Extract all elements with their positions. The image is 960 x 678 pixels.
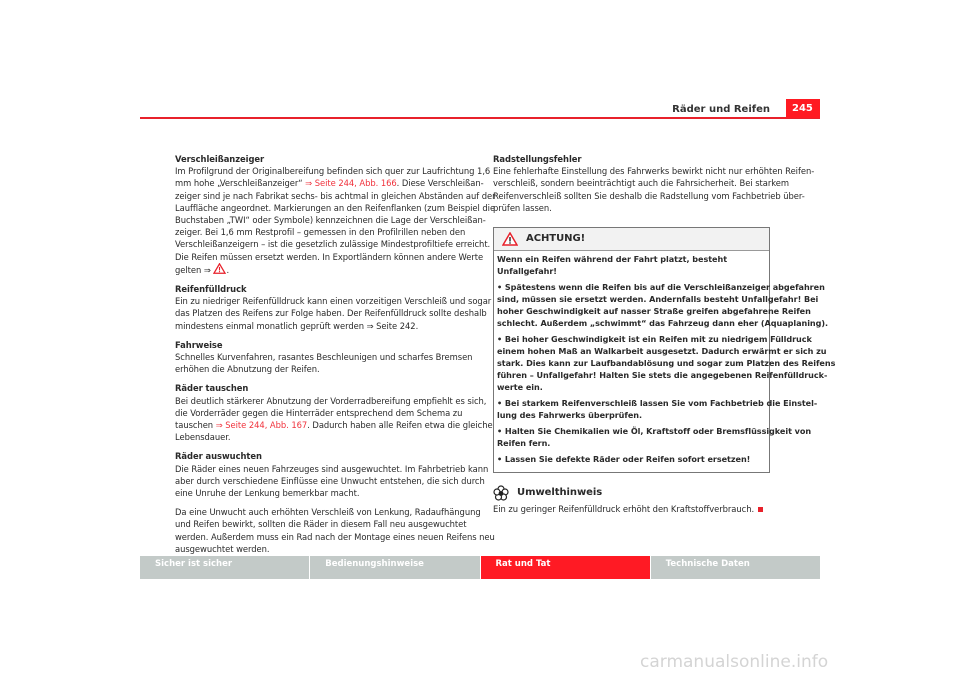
- text-line: schlecht. Außerdem „schwimmt“ das Fahrzeug dann eher (Aquaplaning).: [497, 318, 829, 329]
- page-number: 245: [786, 99, 820, 118]
- text-span: Ein zu niedriger Reifenfülldruck kann einen vorzeitigen Verschleiß und sogar: [175, 296, 492, 307]
- text-line: [175, 419, 493, 431]
- text-line: [175, 475, 485, 487]
- text-line: prüfen lassen.: [493, 202, 552, 213]
- text-line: [175, 177, 484, 189]
- text-line: verschleiß, sondern beeinträchtigt auch die Fahrsicherheit. Bei starkem: [493, 178, 789, 189]
- text-section: [175, 450, 489, 499]
- text-line: [175, 214, 486, 226]
- text-line: [175, 165, 491, 177]
- footer-tab[interactable]: Rat und Tat: [481, 556, 650, 579]
- text-span: Im Profilgrund der Originalbereifung befinden sich quer zur Laufrichtung 1,6: [175, 166, 491, 177]
- text-line: [175, 518, 475, 530]
- text-line: [175, 431, 475, 443]
- section-heading: Reifenfülldruck: [175, 284, 247, 295]
- section-heading: Fahrweise: [175, 339, 223, 350]
- text-line: [175, 251, 484, 263]
- text-span: und Reifen bewirkt, sollten die Räder in diesem Fall neu ausgewuchtet: [175, 519, 467, 530]
- text-span: mm hohe „Verschleißanzeiger“: [175, 178, 306, 189]
- text-line: [175, 363, 475, 375]
- text-span: .: [226, 264, 230, 275]
- right-column: [493, 153, 836, 515]
- section-heading: Radstellungsfehler: [493, 154, 582, 164]
- text-line: [175, 307, 487, 319]
- footer-tabs: [140, 556, 820, 579]
- text-span: erhöhen die Abnutzung der Reifen.: [175, 364, 320, 375]
- header-rule: [140, 117, 820, 119]
- text-span: Bei deutlich stärkerer Abnutzung der Vorderradbereifung empfiehlt es sich,: [175, 395, 487, 406]
- text-section: [175, 382, 493, 443]
- chapter-title: Räder und Reifen: [672, 104, 770, 115]
- warning-bullet: [497, 333, 836, 393]
- text-section: [175, 283, 492, 332]
- text-line: • Halten Sie Chemikalien wie Öl, Kraftstoff oder Bremsflüssigkeit von: [497, 426, 812, 437]
- text-span: mindestens einmal monatlich geprüft werden ⇒ Seite 242.: [175, 320, 419, 331]
- text-line: hoher Geschwindigkeit auf nasser Straße greifen abgefahrene Reifen: [497, 306, 811, 317]
- text-line: [175, 320, 475, 332]
- environment-title: Umwelthinweis: [517, 486, 603, 498]
- text-span: Schnelles Kurvenfahren, rasantes Beschleunigen und scharfes Bremsen: [175, 352, 473, 363]
- warning-triangle-icon: [213, 265, 226, 275]
- page-reference-link[interactable]: ⇒ Seite 244, Abb. 167: [215, 420, 308, 431]
- text-line: einem hohen Maß an Walkarbeit ausgesetzt. Dadurch erwärmt er sich zu: [497, 346, 827, 357]
- text-line: [175, 407, 475, 419]
- text-span: zeiger. Bei 1,6 mm Restprofil – gemessen in den Profilrillen neben den: [175, 227, 466, 238]
- text-span: aber durch verschiedene Einflüsse eine Unwucht entstehen, die sich durch: [175, 475, 485, 486]
- section-heading: Verschleißanzeiger: [175, 154, 265, 164]
- page-reference-link[interactable]: ⇒ Seite 244, Abb. 166: [305, 178, 397, 189]
- text-line: [175, 543, 475, 555]
- warning-box: [493, 227, 836, 473]
- warning-bullet: [497, 453, 766, 465]
- text-span: die Vorderräder gegen die Hinterräder entsprechend dem Schema zu: [175, 407, 463, 418]
- text-span: tauschen: [175, 420, 216, 431]
- text-line: • Spätestens wenn die Reifen bis auf die Verschleißanzeiger abgefahren: [497, 282, 825, 293]
- text-line: werte ein.: [497, 382, 543, 393]
- warning-bullet: [497, 397, 818, 421]
- text-line: sind, müssen sie ersetzt werden. Andernfalls besteht Unfallgefahr! Bei: [497, 294, 819, 305]
- text-line: lung des Fahrwerks überprüfen.: [497, 410, 643, 421]
- text-line: [175, 487, 475, 499]
- text-line: [175, 531, 495, 543]
- watermark: carmanualsonline.info: [640, 652, 829, 672]
- text-span: Die Reifen müssen ersetzt werden. In Exportländern können andere Werte: [175, 251, 484, 262]
- footer-tab[interactable]: Technische Daten: [651, 556, 820, 579]
- text-span: . Diese Verschleißan-: [396, 178, 484, 189]
- flower-icon: [493, 485, 509, 501]
- warning-intro: Wenn ein Reifen während der Fahrt platzt, besteht Unfallgefahr!: [497, 254, 728, 277]
- text-section: [175, 506, 495, 555]
- text-line: [175, 395, 487, 407]
- text-span: ausgewuchtet werden.: [175, 543, 270, 554]
- text-line: Eine fehlerhafte Einstellung des Fahrwerks bewirkt nicht nur erhöhten Reifen-: [493, 166, 815, 177]
- section-heading: Räder tauschen: [175, 383, 249, 394]
- end-marker-icon: [758, 507, 763, 512]
- text-span: . Dadurch haben alle Reifen etwa die gleiche: [307, 420, 493, 431]
- text-line: [175, 506, 481, 518]
- text-line: • Bei starkem Reifenverschleiß lassen Sie vom Fachbetrieb die Einstel-: [497, 398, 818, 409]
- text-span: Lauffläche angeordnet. Markierungen an den Reifenflanken (zum Beispiel die: [175, 202, 496, 213]
- text-span: werden. Außerdem muss ein Rad nach der Montage eines neuen Reifens neu: [175, 531, 495, 542]
- text-span: das Platzen des Reifens zur Folge haben. Der Reifenfülldruck sollte deshalb: [175, 308, 487, 319]
- text-line: [175, 351, 475, 363]
- warning-bullet: [497, 281, 829, 329]
- text-span: gelten ⇒: [175, 264, 214, 275]
- text-line: [175, 238, 491, 250]
- footer-tab[interactable]: Bedienungshinweise: [310, 556, 479, 579]
- text-span: Buchstaben „TWI“ oder Symbole) kennzeichnen die Lage der Verschleißan-: [175, 215, 486, 226]
- text-line: [175, 263, 475, 276]
- warning-header: [494, 228, 769, 251]
- text-line: stark. Dies kann zur Laufbandablösung und sogar zum Platzen des Reifens: [497, 358, 836, 369]
- warning-title: ACHTUNG!: [526, 232, 586, 244]
- text-line: [175, 202, 496, 214]
- text-line: [175, 295, 492, 307]
- section-heading: Räder auswuchten: [175, 451, 262, 462]
- footer-tab[interactable]: Sicher ist sicher: [140, 556, 309, 579]
- text-line: [175, 226, 475, 238]
- warning-bullet: [497, 425, 812, 449]
- radstellung-section: [493, 153, 815, 214]
- warning-body: [494, 251, 836, 472]
- left-column: [175, 153, 496, 562]
- text-span: zeiger sind je nach Fabrikat sechs- bis achtmal in gleichen Abständen auf der: [175, 190, 496, 201]
- text-line: • Lassen Sie defekte Räder oder Reifen sofort ersetzen!: [497, 454, 751, 465]
- text-section: [175, 339, 475, 376]
- text-span: Verschleißanzeigern – ist die gesetzlich zulässige Mindestprofiltiefe erreicht.: [175, 239, 491, 250]
- environment-note: [493, 483, 778, 515]
- text-line: [175, 190, 496, 202]
- text-line: Reifenverschleiß sollten Sie deshalb die Radstellung vom Fachbetrieb über-: [493, 190, 805, 201]
- environment-text: Ein zu geringer Reifenfülldruck erhöht den Kraftstoffverbrauch.: [493, 504, 755, 515]
- text-span: Die Räder eines neuen Fahrzeuges sind ausgewuchtet. Im Fahrbetrieb kann: [175, 463, 489, 474]
- text-line: Reifen fern.: [497, 438, 551, 449]
- text-line: [175, 463, 489, 475]
- text-span: eine Unruhe der Lenkung bemerkbar macht.: [175, 488, 360, 499]
- text-line: führen – Unfallgefahr! Halten Sie stets die angegebenen Reifenfülldruck-: [497, 370, 828, 381]
- text-span: Lebensdauer.: [175, 432, 231, 443]
- text-line: • Bei hoher Geschwindigkeit ist ein Reifen mit zu niedrigem Fülldruck: [497, 334, 812, 345]
- text-span: Da eine Unwucht auch erhöhten Verschleiß von Lenkung, Radaufhängung: [175, 507, 481, 518]
- warning-triangle-icon: [502, 232, 518, 246]
- text-section: [175, 153, 496, 276]
